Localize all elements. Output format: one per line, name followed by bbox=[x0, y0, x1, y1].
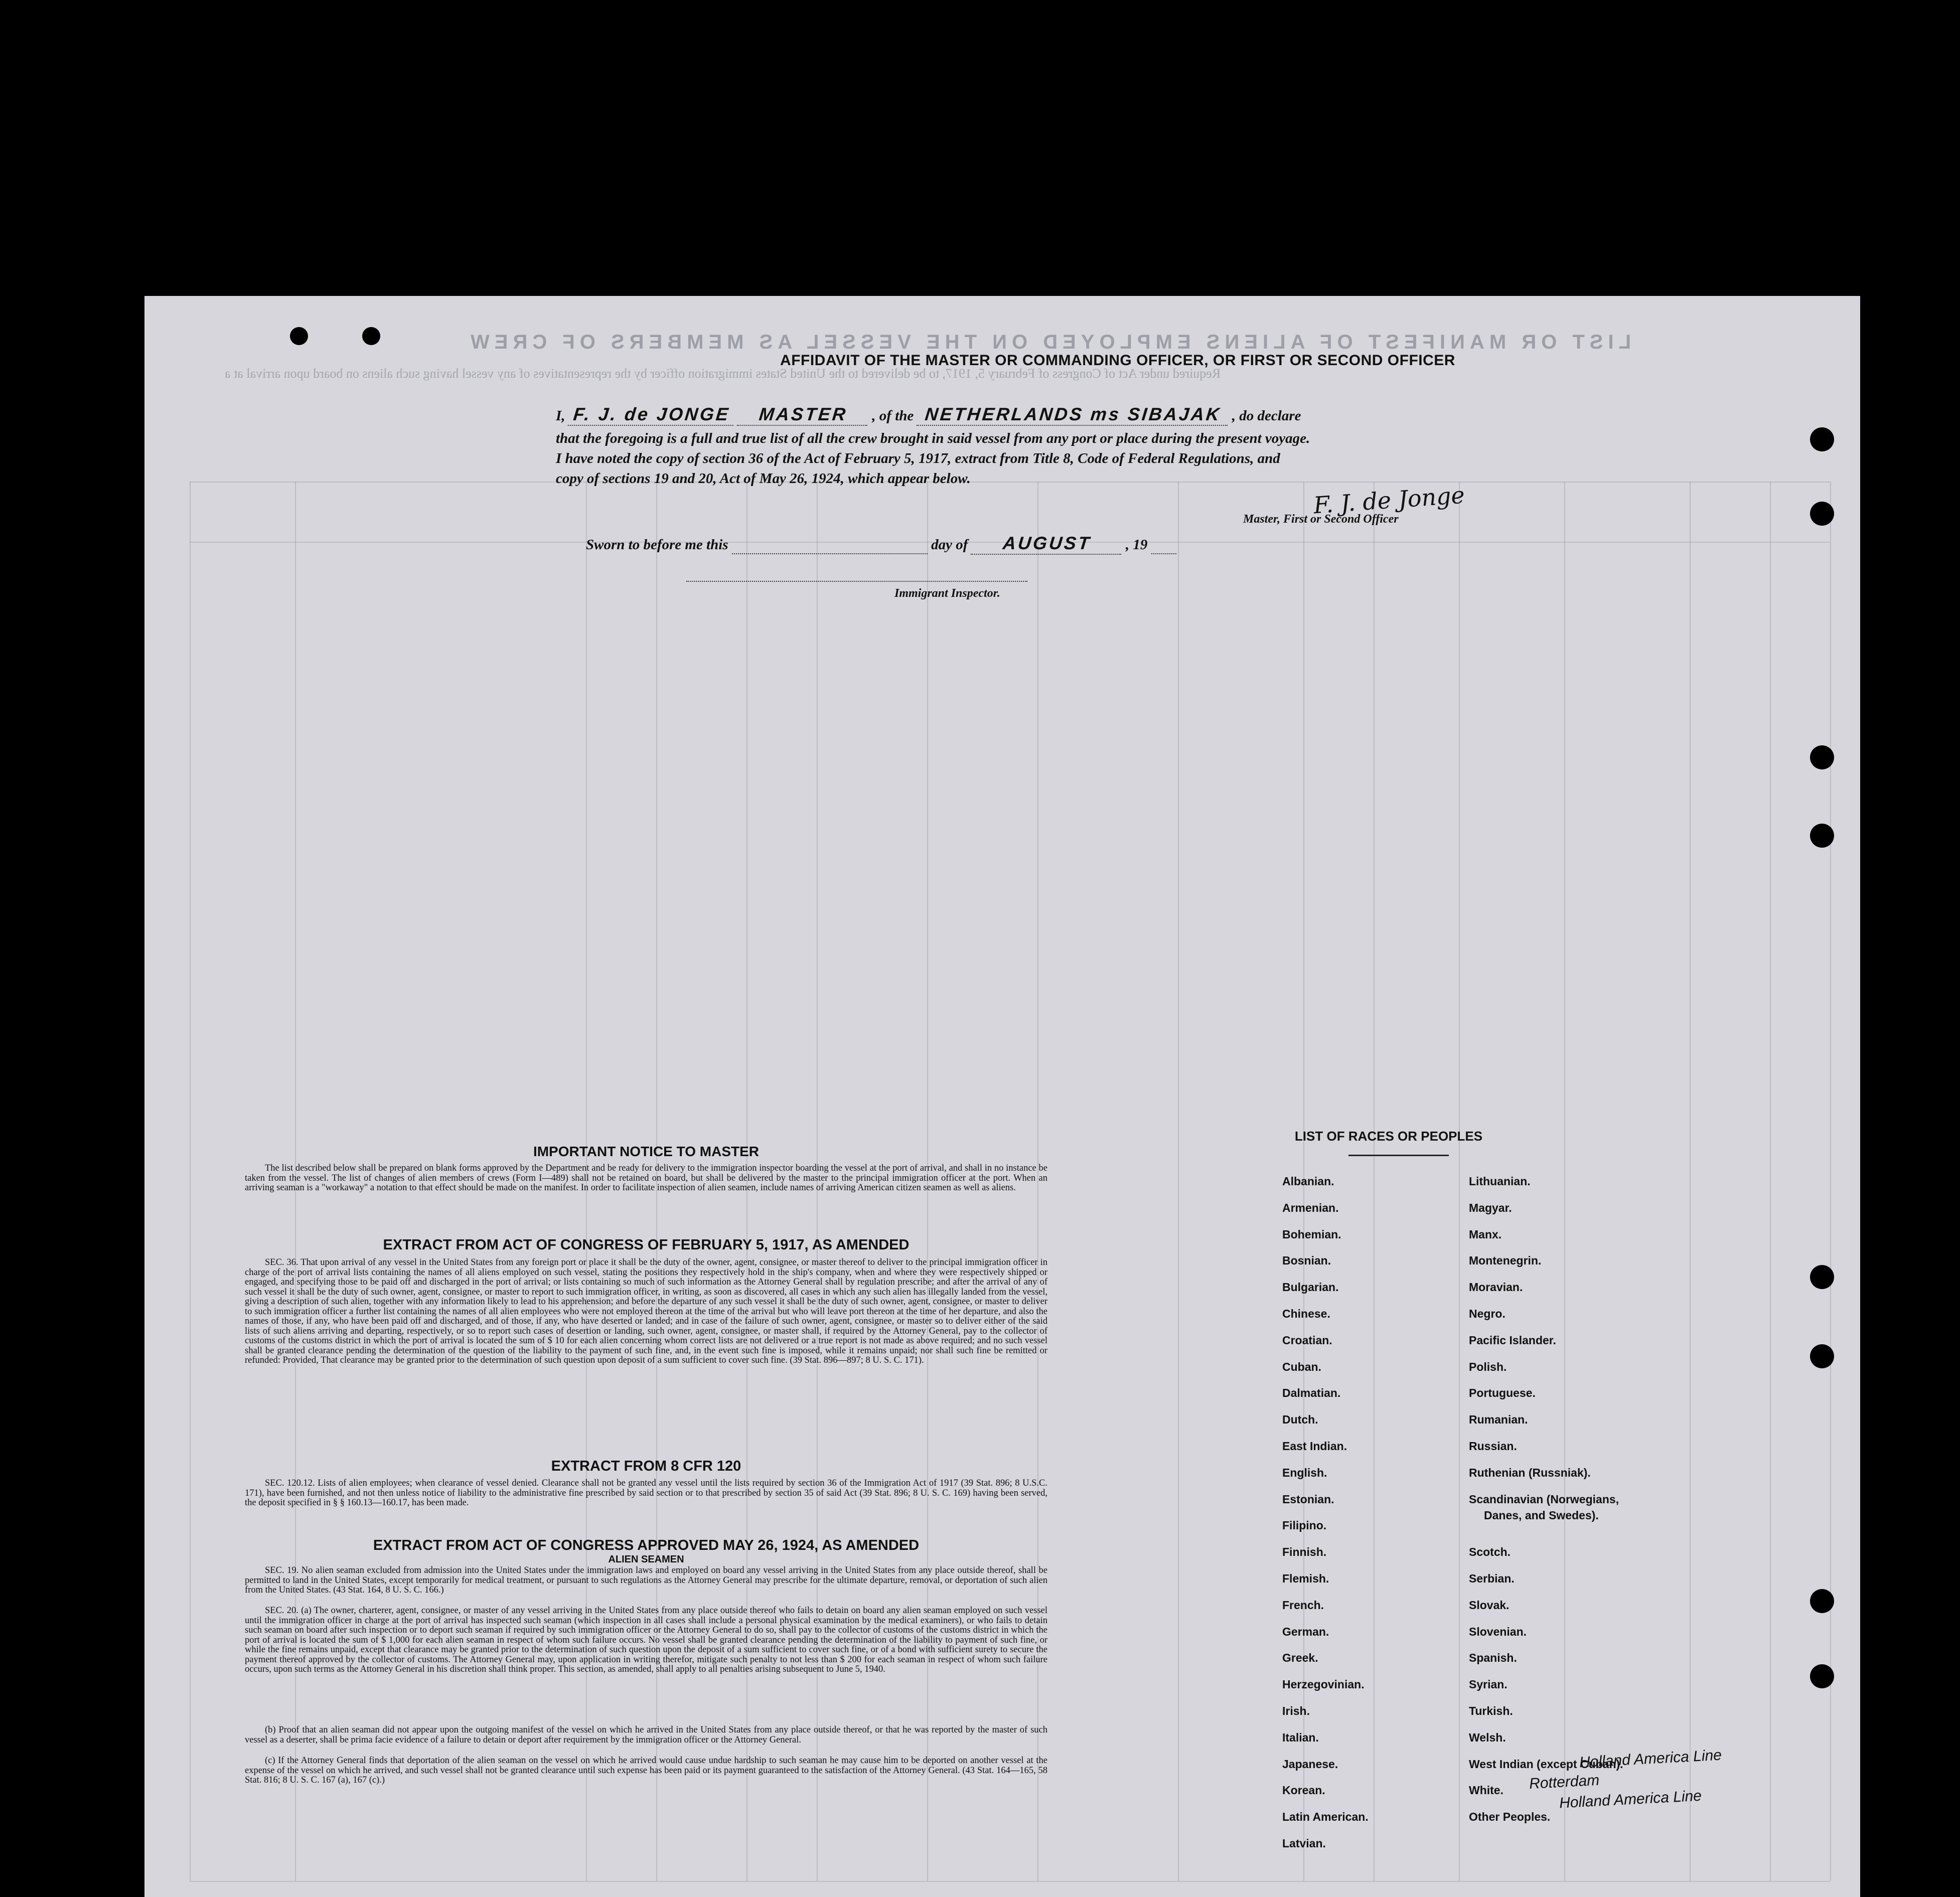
extract-1924-sec20c: (c) If the Attorney General finds that deportation of the alien seaman on the vessel on which he arrived would cause undue hardship to such seaman he may cause him to be deported on another vessel at the expense of the vessel on which he arrived, and such vessel shall not be granted clearance until such expense has been paid or its payment guaranteed to the satisfaction of the Attorney General. (43 Stat. 164—165, 58 Stat. 816; 8 U. S. C. 167 (a), 167 (c).) bbox=[245, 1756, 1047, 1785]
race-item: Estonian. bbox=[1282, 1492, 1334, 1506]
extract-1924-sec20a: SEC. 20. (a) The owner, charterer, agent, consignee, or master of any vessel arriving in the United States from any place outside thereof who fails to detain on board any alien seaman employed on such vessel until the immigration officer in charge at the port of arrival has inspected such seaman (which inspection in all cases shall include a personal physical examination by the medical examiners), or who fails to detain such seaman on board after such inspection or to deport such seaman if required by such immigration officer or the Attorney General to do so, shall pay to the collector of customs of the customs district in which the port of arrival is located the sum of $ 1,000 for each alien seaman in respect of whom such failure occurs. No vessel shall be granted clearance pending the determination of the liability to payment of such fine, or while the fine remains unpaid, except that clearance may be granted prior to the determination of such question upon the deposit of a sum sufficient to cover such fine, or of a bond with sufficient surety to secure the payment thereof approved by the collector of customs. The Attorney General may, upon application in writing therefor, mitigate such penalty to not less than $ 200 for each seaman in respect of whom such failure occurs, upon such terms as the Attorney General in his discretion shall think proper. This section, as amended, shall apply to all penalties arising subsequent to June 5, 1940. bbox=[245, 1606, 1047, 1674]
inspector-signature-line bbox=[686, 581, 1027, 582]
punch-hole bbox=[362, 327, 380, 345]
race-item: Rumanian. bbox=[1469, 1413, 1528, 1427]
race-item: Russian. bbox=[1469, 1439, 1517, 1453]
race-item: Herzegovinian. bbox=[1282, 1678, 1365, 1691]
bleed-through-subheader: Required under Act of Congress of February 5, 1917, to be delivered to the United States immigration officer by the representatives of any vessel having such aliens on board upon arrival at a bbox=[225, 366, 1221, 381]
punch-hole bbox=[1810, 427, 1834, 451]
race-item: Moravian. bbox=[1469, 1281, 1523, 1294]
race-item: Bosnian. bbox=[1282, 1254, 1331, 1268]
punch-hole bbox=[1810, 1344, 1834, 1368]
punch-hole bbox=[1810, 745, 1834, 769]
race-item: Polish. bbox=[1469, 1360, 1507, 1373]
race-item: Slovenian. bbox=[1469, 1625, 1527, 1638]
notice-title: IMPORTANT NOTICE TO MASTER bbox=[533, 1144, 760, 1159]
race-item: East Indian. bbox=[1282, 1439, 1347, 1453]
race-item: Latin American. bbox=[1282, 1810, 1369, 1824]
affidavit-line2: that the foregoing is a full and true list of all the crew brought in said vessel from any port or place during the present voyage. bbox=[556, 430, 1310, 446]
race-item: Korean. bbox=[1282, 1784, 1325, 1797]
extract-1924-sec20b: (b) Proof that an alien seaman did not appear upon the outgoing manifest of the vessel on which he arrived in the United States from any place outside thereof, or that he was reported by the master of such vessel as a deserter, shall be prima facie evidence of a failure to detain or deport after requirement by the immigration officer or the Attorney General. bbox=[245, 1725, 1047, 1745]
master-signature: F. J. de Jonge bbox=[1312, 481, 1466, 519]
sworn-year-field bbox=[1151, 537, 1176, 554]
race-item: Dalmatian. bbox=[1282, 1386, 1341, 1400]
race-item: Bohemian. bbox=[1282, 1227, 1341, 1241]
races-title: LIST OF RACES OR PEOPLES bbox=[1294, 1129, 1483, 1144]
race-item: Welsh. bbox=[1469, 1730, 1506, 1744]
affidavit-title: AFFIDAVIT OF THE MASTER OR COMMANDING OFFICER, OR FIRST OR SECOND OFFICER bbox=[780, 352, 1455, 369]
punch-hole bbox=[1810, 824, 1834, 848]
race-item: Latvian. bbox=[1282, 1836, 1326, 1850]
race-item: Filipino. bbox=[1282, 1519, 1327, 1532]
extract-1924-sec19: SEC. 19. No alien seaman excluded from admission into the United States under the immigration laws and employed on board any vessel arriving in the United States from any place outside thereof, shall be permitted to land in the United States, except temporarily for medical treatment, or pursuant to such regulations as the Attorney General may prescribe for the ultimate departure, removal, or deportation of such alien from the United States. (43 Stat. 164, 8 U. S. C. 166.) bbox=[245, 1565, 1047, 1595]
race-item: Finnish. bbox=[1282, 1545, 1327, 1559]
race-item: Negro. bbox=[1469, 1307, 1505, 1320]
punch-hole bbox=[1810, 1589, 1834, 1613]
race-item: West Indian (except Cuban). bbox=[1469, 1757, 1623, 1771]
race-item: Scandinavian (Norwegians, bbox=[1469, 1492, 1619, 1506]
manifest-page bbox=[144, 296, 1860, 1897]
punch-hole bbox=[1810, 1664, 1834, 1688]
extract-cfr-body: SEC. 120.12. Lists of alien employees; when clearance of vessel denied. Clearance shall not be granted any vessel until the lists required by section 36 of the Immigration Act of 1917 (39 Stat. 896; 8 U.S.C. 171), have been furnished, and not then unless notice of liability to the administrative fine prescribed by said section or to that prescribed by section 35 of said Act (39 Stat. 896; 8 U. S. C. 169) having been served, the deposit specified in § § 160.13—160.17, has been made. bbox=[245, 1478, 1047, 1508]
stamp-line-1: Holland America Line bbox=[1579, 1747, 1722, 1771]
stamp-line-3: Holland America Line bbox=[1559, 1787, 1702, 1812]
race-item: Syrian. bbox=[1469, 1678, 1507, 1691]
race-item: White. bbox=[1469, 1784, 1503, 1797]
race-item: Italian. bbox=[1282, 1730, 1319, 1744]
race-item: French. bbox=[1282, 1598, 1324, 1612]
race-item: Danes, and Swedes). bbox=[1484, 1508, 1599, 1522]
bleed-through-header: LIST OR MANIFEST OF ALIENS EMPLOYED ON THE VESSEL AS MEMBERS OF CREW bbox=[466, 331, 1631, 353]
affidavit-line1: I, F. J. de JONGE MASTER , of the NETHERLANDS ms SIBAJAK , do declare bbox=[556, 404, 1301, 426]
sworn-line: Sworn to before me this day of AUGUST , 19 bbox=[586, 533, 1176, 555]
race-item: English. bbox=[1282, 1466, 1327, 1479]
race-item: Dutch. bbox=[1282, 1413, 1318, 1427]
race-item: Serbian. bbox=[1469, 1571, 1515, 1585]
race-item: Armenian. bbox=[1282, 1201, 1339, 1214]
race-item: Bulgarian. bbox=[1282, 1281, 1339, 1294]
race-item: Pacific Islander. bbox=[1469, 1333, 1556, 1347]
extract-1924-title: EXTRACT FROM ACT OF CONGRESS APPROVED MAY 26, 1924, AS AMENDED bbox=[373, 1537, 920, 1553]
punch-hole bbox=[1810, 1265, 1834, 1289]
race-item: Greek. bbox=[1282, 1651, 1318, 1665]
race-item: Montenegrin. bbox=[1469, 1254, 1542, 1268]
race-item: Portuguese. bbox=[1469, 1386, 1536, 1400]
sworn-day-field bbox=[732, 537, 928, 554]
race-item: Irish. bbox=[1282, 1704, 1310, 1717]
race-item: Ruthenian (Russniak). bbox=[1469, 1466, 1591, 1479]
race-item: Chinese. bbox=[1282, 1307, 1330, 1320]
master-name: F. J. de JONGE bbox=[567, 404, 735, 426]
race-item: Other Peoples. bbox=[1469, 1810, 1551, 1824]
race-item: Spanish. bbox=[1469, 1651, 1517, 1665]
race-item: Turkish. bbox=[1469, 1704, 1513, 1717]
company-stamp bbox=[1459, 1747, 1722, 1812]
races-title-rule bbox=[1348, 1155, 1449, 1156]
punch-hole bbox=[290, 327, 308, 345]
extract-1917-body: SEC. 36. That upon arrival of any vessel in the United States from any foreign port or place it shall be the duty of the owner, agent, consignee, or master thereof to deliver to the principal immigration officer in charge of the port of arrival lists containing the names of all aliens employed on such vessel, stating the positions they respectively hold in the ship's company, when and where they were respectively shipped or engaged, and specifying those to be paid off and discharged in the port of arrival; or lists containing so much of such information as the Attorney General shall by regulation prescribe; and after the arrival of any of such vessel it shall be the duty of such owner, agent, consignee, or master to report to such immigration officer, in writing, as soon as discovered, all cases in which any such alien has illegally landed from the vessel, giving a description of such alien, together with any information likely to lead to his apprehension; and before the departure of any such vessel it shall be the duty of such owner, agent, consignee, or master to deliver to such immigration officer a further list containing the names of all alien employees who were not employed thereon at the time of the arrival but who will leave port thereon at the time of her departure, and also the names of those, if any, who have been paid off and discharged, and of those, if any, who have deserted or landed; and in case of the failure of such owner, agent, consignee, or master so to deliver either of the said lists of such aliens arriving and departing, respectively, or so to report such cases of desertion or landing, such owner, agent, consignee, or master shall, if required by the Attorney General, pay to the collector of customs of the customs district in which the port of arrival is located the sum of $ 10 for each alien concerning whom correct lists are not delivered or a true report is not made as above required; and no such vessel shall be granted clearance pending the determination of the question of the liability to the payment of such fine, and, in the event such fine is imposed, while it remains unpaid; nor shall such fine be remitted or refunded: Provided, That clearance may be granted prior to the determination of such question upon deposit of a sum sufficient to cover such fine. (39 Stat. 896—897; 8 U. S. C. 171). bbox=[245, 1257, 1047, 1365]
sworn-month: AUGUST bbox=[970, 533, 1123, 555]
extract-cfr-title: EXTRACT FROM 8 CFR 120 bbox=[551, 1458, 741, 1474]
races-column-1 bbox=[1282, 1175, 1369, 1863]
notice-body: The list described below shall be prepared on blank forms approved by the Department and be ready for delivery to the immigration inspector boarding the vessel at the port of arrival, and shall in no instance be taken from the vessel. The list of changes of alien members of crews (Form I—489) shall not be retained on board, but shall be delivered by the master to the principal immigration officer at the port. When an arriving seaman is a "workaway" a notation to that effect should be made on the manifest. In order to facilitate inspection of alien seamen, include names of arriving American citizen seamen as well as aliens. bbox=[245, 1163, 1047, 1193]
race-item: Slovak. bbox=[1469, 1598, 1510, 1612]
race-item: Magyar. bbox=[1469, 1201, 1512, 1214]
master-rank: MASTER bbox=[737, 404, 870, 426]
affidavit-line3: I have noted the copy of section 36 of the Act of February 5, 1917, extract from Title 8, Code of Federal Regulations, and bbox=[556, 450, 1280, 466]
extract-1917-title: EXTRACT FROM ACT OF CONGRESS OF FEBRUARY 5, 1917, AS AMENDED bbox=[383, 1237, 910, 1253]
inspector-caption: Immigrant Inspector. bbox=[894, 587, 1000, 600]
race-item: Cuban. bbox=[1282, 1360, 1321, 1373]
race-item: Scotch. bbox=[1469, 1545, 1511, 1559]
stamp-line-2: Rotterdam bbox=[1529, 1772, 1600, 1793]
races-column-2 bbox=[1469, 1175, 1623, 1837]
vessel-name: NETHERLANDS ms SIBAJAK bbox=[916, 404, 1230, 426]
signature-caption: Master, First or Second Officer bbox=[1243, 513, 1399, 526]
extract-1924-subtitle: ALIEN SEAMEN bbox=[608, 1554, 684, 1565]
race-item: Manx. bbox=[1469, 1227, 1502, 1241]
race-item: Albanian. bbox=[1282, 1175, 1334, 1188]
race-item: Croatian. bbox=[1282, 1333, 1332, 1347]
race-item: Japanese. bbox=[1282, 1757, 1338, 1771]
affidavit-line4: copy of sections 19 and 20, Act of May 26, 1924, which appear below. bbox=[556, 470, 971, 487]
race-item: German. bbox=[1282, 1625, 1329, 1638]
race-item: Lithuanian. bbox=[1469, 1175, 1531, 1188]
race-item: Flemish. bbox=[1282, 1571, 1329, 1585]
punch-hole bbox=[1810, 502, 1834, 526]
